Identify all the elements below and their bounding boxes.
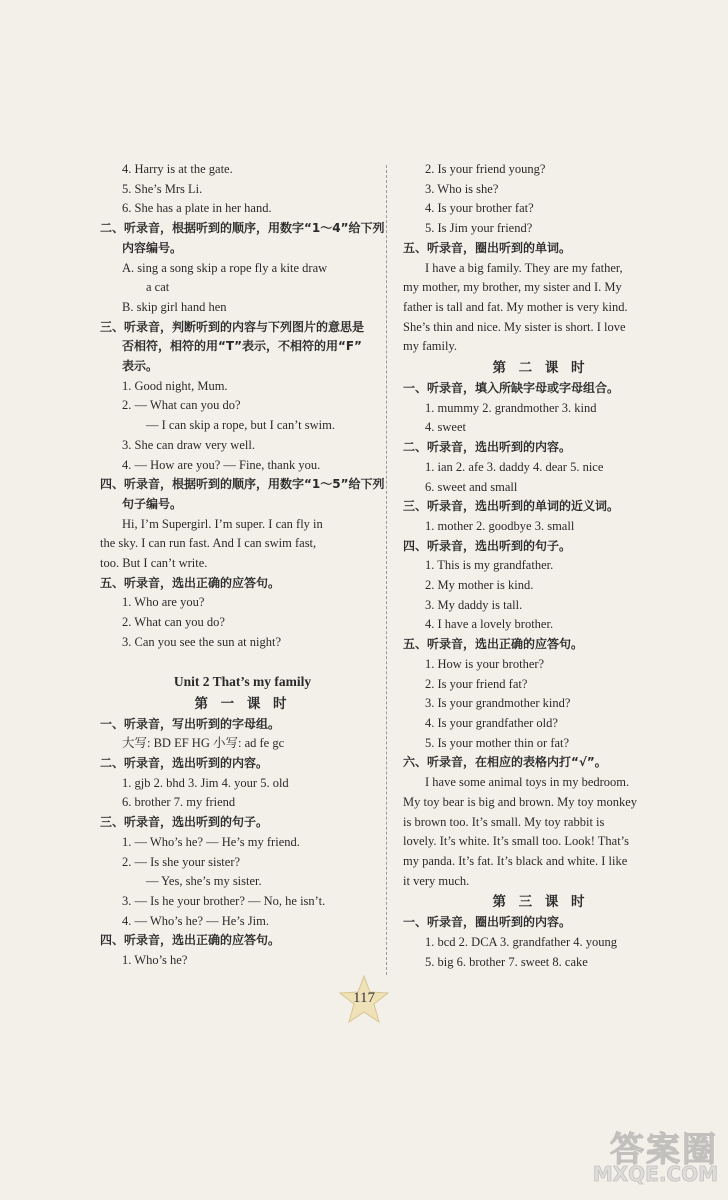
text-line: 1. bcd 2. DCA 3. grandfather 4. young: [425, 935, 617, 950]
text-line: I have some animal toys in my bedroom.: [425, 775, 630, 790]
text-line: 2. — Is she your sister?: [122, 854, 241, 869]
text-line: 5. She’s Mrs Li.: [122, 181, 203, 196]
text-line: 4. — Who’s he? — He’s Jim.: [122, 913, 269, 928]
section-heading: 二、听录音，选出听到的内容。: [100, 755, 269, 770]
section-heading: 否相符，相符的用“T”表示，不相符的用“F”: [122, 339, 362, 354]
page-number: 117: [353, 990, 375, 1006]
section-heading: 五、听录音，选出正确的应答句。: [100, 575, 281, 590]
text-line: it very much.: [403, 873, 470, 888]
section-heading: 内容编号。: [122, 240, 183, 255]
text-line: 4. sweet: [425, 420, 466, 435]
text-line: my family.: [403, 339, 458, 354]
text-line: 5. big 6. brother 7. sweet 8. cake: [425, 954, 588, 969]
text-line: 1. — Who’s he? — He’s my friend.: [122, 834, 300, 849]
text-line: A. sing a song skip a rope fly a kite draw: [122, 260, 328, 275]
text-line: 2. My mother is kind.: [425, 578, 534, 593]
text-line: I have a big family. They are my father,: [425, 260, 623, 275]
text-line: too. But I can’t write.: [100, 556, 208, 571]
text-line: — I can skip a rope, but I can’t swim.: [146, 418, 335, 433]
text-line: 1. Who are you?: [122, 595, 205, 610]
unit-title: Unit 2 That’s my family: [173, 673, 312, 689]
text-line: father is tall and fat. My mother is very kind.: [403, 299, 628, 314]
text-line: B. skip girl hand hen: [122, 299, 227, 314]
text-line: 6. She has a plate in her hand.: [122, 201, 272, 216]
section-heading: 一、听录音，写出听到的字母组。: [100, 716, 281, 731]
left-column: [100, 160, 385, 971]
text-line: 1. mother 2. goodbye 3. small: [425, 518, 575, 533]
text-line: 5. Is Jim your friend?: [425, 221, 533, 236]
text-line: a cat: [146, 280, 170, 295]
text-line: 3. Can you see the sun at night?: [122, 634, 281, 649]
section-heading: 二、听录音，根据听到的顺序，用数字“1～4”给下列: [100, 221, 385, 236]
text-line: 3. Is your grandmother kind?: [425, 696, 571, 711]
section-heading: 四、听录音，选出听到的句子。: [403, 538, 572, 553]
lesson-title: 第 三 课 时: [492, 894, 589, 911]
watermark-text: 答案圈: [610, 1130, 718, 1170]
section-heading: 五、听录音，圈出听到的单词。: [403, 240, 572, 255]
text-line: 2. What can you do?: [122, 615, 225, 630]
text-line: 2. Is your friend young?: [425, 162, 546, 176]
text-line: my panda. It’s fat. It’s black and white. I like: [403, 853, 628, 868]
section-heading: 表示。: [122, 359, 159, 374]
section-heading: 四、听录音，选出正确的应答句。: [100, 933, 281, 948]
text-line: 6. sweet and small: [425, 479, 518, 494]
column-divider: [386, 165, 387, 975]
text-line: 4. I have a lovely brother.: [425, 617, 554, 632]
text-line: 4. Is your brother fat?: [425, 201, 534, 216]
text-line: 1. This is my grandfather.: [425, 558, 554, 573]
text-line: 3. My daddy is tall.: [425, 597, 523, 612]
text-line: the sky. I can run fast. And I can swim fast,: [100, 536, 317, 551]
text-line: 5. Is your mother thin or fat?: [425, 735, 570, 750]
text-line: 2. — What can you do?: [122, 398, 241, 413]
right-column: [403, 160, 678, 972]
text-line: Hi, I’m Supergirl. I’m super. I can fly in: [122, 516, 323, 531]
section-heading: 六、听录音，在相应的表格内打“√”。: [403, 755, 607, 770]
text-line: 1. Who’s he?: [122, 953, 188, 968]
section-heading: 二、听录音，选出听到的内容。: [403, 440, 572, 455]
text-line: 1. mummy 2. grandmother 3. kind: [425, 400, 597, 415]
section-heading: 一、听录音，圈出听到的内容。: [403, 915, 572, 930]
text-line: 1. gjb 2. bhd 3. Jim 4. your 5. old: [122, 775, 289, 790]
lesson-title: 第 一 课 时: [194, 695, 291, 712]
text-line: She’s thin and nice. My sister is short. I love: [403, 319, 626, 334]
text-line: 3. — Is he your brother? — No, he isn’t.: [122, 893, 326, 908]
text-line: 1. How is your brother?: [425, 656, 545, 671]
text-line: 大写: BD EF HG 小写: ad fe gc: [122, 736, 285, 751]
text-line: 4. — How are you? — Fine, thank you.: [122, 457, 321, 472]
text-line: is brown too. It’s small. My toy rabbit is: [403, 814, 605, 829]
section-heading: 三、听录音，选出听到的单词的近义词。: [403, 499, 620, 514]
text-line: my mother, my brother, my sister and I. My: [403, 280, 622, 295]
text-line: 4. Is your grandfather old?: [425, 715, 558, 730]
watermark-url: MXQE.COM: [592, 1162, 718, 1186]
section-heading: 四、听录音，根据听到的顺序，用数字“1～5”给下列: [100, 477, 385, 492]
text-line: My toy bear is big and brown. My toy monkey: [403, 794, 638, 809]
text-line: 4. Harry is at the gate.: [122, 162, 233, 176]
section-heading: 句子编号。: [122, 496, 183, 511]
text-line: 2. Is your friend fat?: [425, 676, 528, 691]
text-line: 1. Good night, Mum.: [122, 378, 228, 393]
watermark-logo: [588, 1122, 718, 1192]
text-line: 1. ian 2. afe 3. daddy 4. dear 5. nice: [425, 459, 604, 474]
section-heading: 五、听录音，选出正确的应答句。: [403, 637, 584, 652]
text-line: 3. She can draw very well.: [122, 437, 255, 452]
section-heading: 三、听录音，选出听到的句子。: [100, 815, 269, 830]
text-line: 6. brother 7. my friend: [122, 795, 236, 810]
text-line: lovely. It’s white. It’s small too. Look! That’s: [403, 834, 630, 849]
section-heading: 三、听录音，判断听到的内容与下列图片的意思是: [100, 319, 365, 334]
text-line: 3. Who is she?: [425, 181, 499, 196]
lesson-title: 第 二 课 时: [492, 360, 589, 377]
section-heading: 一、听录音，填入所缺字母或字母组合。: [403, 381, 620, 396]
text-line: — Yes, she’s my sister.: [146, 874, 262, 889]
